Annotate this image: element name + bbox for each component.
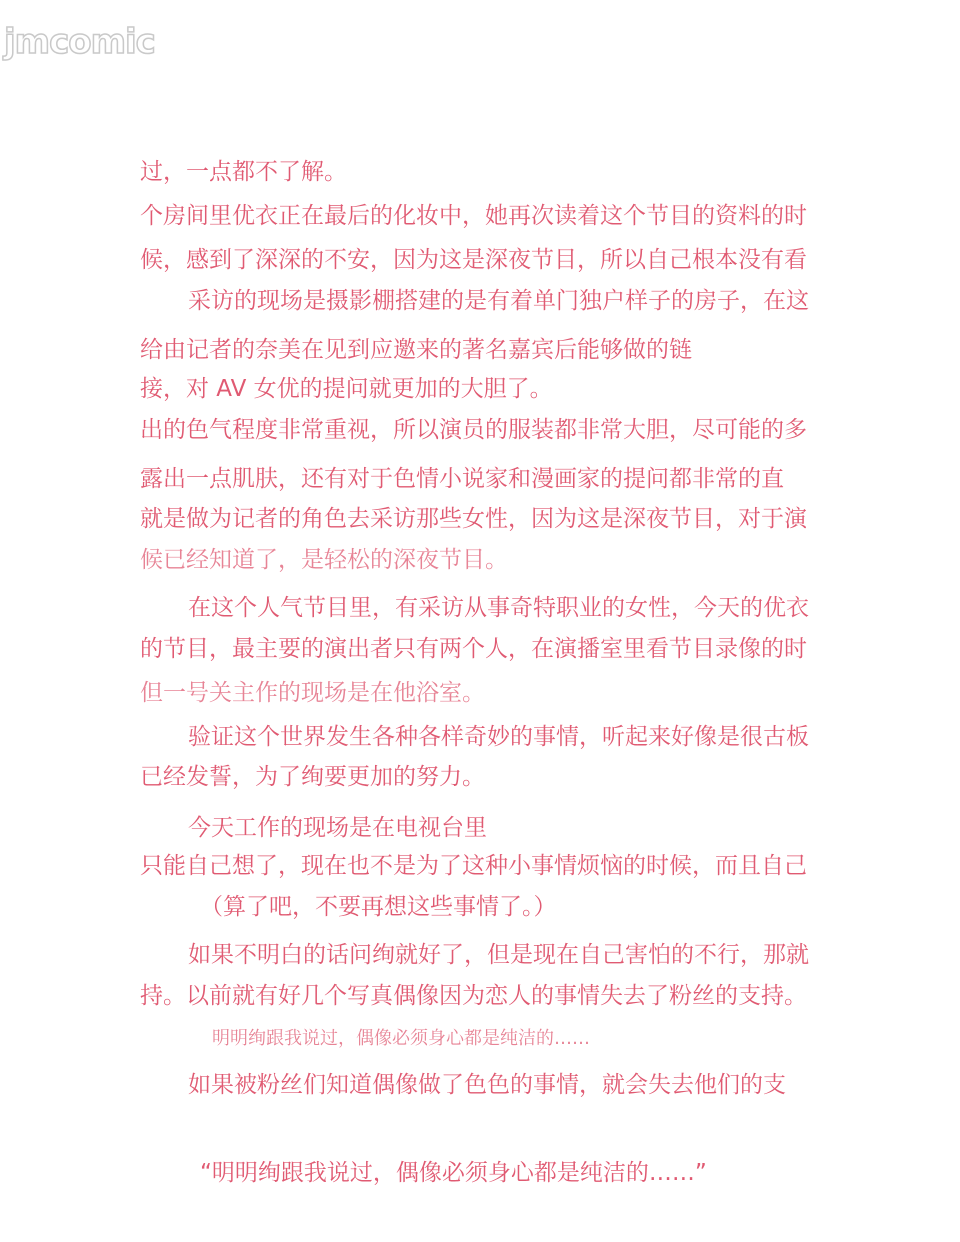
text-line: 的节目，最主要的演出者只有两个人，在演播室里看节目录像的时 — [140, 636, 807, 662]
text-line: 采访的现场是摄影棚搭建的是有着单门独户样子的房子，在这 — [188, 288, 809, 314]
text-line: 候，感到了深深的不安，因为这是深夜节目，所以自己根本没有看 — [140, 247, 807, 273]
text-line: 出的色气程度非常重视，所以演员的服装都非常大胆，尽可能的多 — [140, 417, 807, 443]
text-line: 过，一点都不了解。 — [140, 159, 347, 185]
text-line: （算了吧，不要再想这些事情了。） — [200, 894, 557, 920]
text-line-cut: “明明绚跟我说过，偶像必须身心都是纯洁的……” — [200, 1160, 707, 1186]
text-line: 持。以前就有好几个写真偶像因为恋人的事情失去了粉丝的支持。 — [140, 983, 807, 1009]
text-line-cut: 但一号关主作的现场是在他浴室。 — [140, 680, 485, 706]
text-line-cut: 给由记者的奈美在见到应邀来的著名嘉宾后能够做的链 — [140, 337, 692, 363]
text-line-cut: 露出一点肌肤，还有对于色情小说家和漫画家的提问都非常的直 — [140, 466, 784, 492]
text-line: 候已经知道了，是轻松的深夜节目。 — [140, 547, 508, 573]
text-line: 在这个人气节目里，有采访从事奇特职业的女性，今天的优衣 — [188, 595, 809, 621]
text-line-cut: 个房间里优衣正在最后的化妆中，她再次读着这个节目的资料的时 — [140, 203, 807, 229]
text-line: 接，对 AV 女优的提问就更加的大胆了。 — [140, 376, 553, 402]
text-line-cut: 明明绚跟我说过，偶像必须身心都是纯洁的…… — [212, 1028, 590, 1049]
text-line: 已经发誓，为了绚要更加的努力。 — [140, 764, 485, 790]
text-line: 只能自己想了，现在也不是为了这种小事情烦恼的时候，而且自己 — [140, 853, 807, 879]
text-line: 就是做为记者的角色去采访那些女性，因为这是深夜节目，对于演 — [140, 506, 807, 532]
text-line: 验证这个世界发生各种各样奇妙的事情，听起来好像是很古板 — [188, 724, 809, 750]
text-line: 如果不明白的话问绚就好了，但是现在自己害怕的不行，那就 — [188, 942, 809, 968]
jmcomic-watermark-logo: jmcomic — [4, 22, 155, 62]
text-line: 如果被粉丝们知道偶像做了色色的事情，就会失去他们的支 — [188, 1072, 786, 1098]
text-line-cut: 今天工作的现场是在电视台里 — [188, 815, 487, 841]
